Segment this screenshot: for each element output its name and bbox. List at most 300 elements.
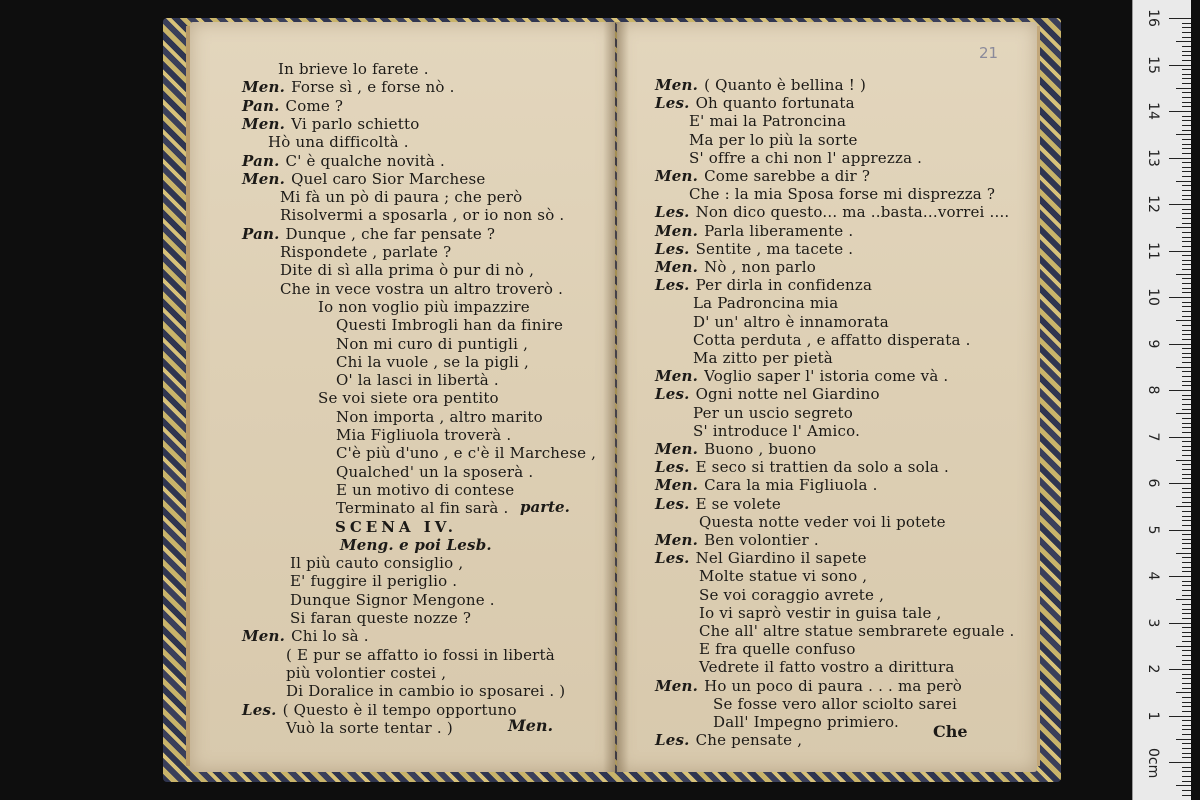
verse-text: E' mai la Patroncina xyxy=(689,112,847,131)
ruler-tick xyxy=(1169,204,1191,205)
ruler-tick xyxy=(1182,139,1191,140)
right-text-line xyxy=(655,276,872,294)
ruler-tick xyxy=(1182,283,1191,284)
ruler-tick xyxy=(1169,437,1191,438)
ruler-tick xyxy=(1169,390,1191,391)
ruler-tick xyxy=(1182,51,1191,52)
verse-text: Io non voglio più impazzire xyxy=(318,297,530,316)
verse-text: ( Questo è il tempo opportuno xyxy=(282,700,517,719)
ruler-tick xyxy=(1182,316,1191,317)
ruler-tick xyxy=(1176,692,1191,693)
ruler-tick xyxy=(1182,469,1191,470)
left-text-line xyxy=(290,591,495,609)
verse-text: ( Quanto è bellina ! ) xyxy=(704,76,867,94)
ruler-tick xyxy=(1182,339,1191,340)
left-text-line xyxy=(286,664,446,682)
ruler-tick xyxy=(1182,385,1191,386)
ruler-tick xyxy=(1182,474,1191,475)
speaker-abbreviation: Men. xyxy=(242,78,286,97)
ruler-tick xyxy=(1182,190,1191,191)
verse-text: Vuò la sorte tentar . ) xyxy=(286,718,453,737)
verse-text: Ogni notte nel Giardino xyxy=(695,385,880,404)
right-text-line xyxy=(693,313,889,331)
ruler-tick xyxy=(1182,427,1191,428)
ruler-label: 11 xyxy=(1145,241,1161,260)
ruler-tick xyxy=(1182,306,1191,307)
ruler-label: 1 xyxy=(1145,711,1161,720)
verse-text: Come ? xyxy=(285,96,344,115)
verse-text: Io vi saprò vestir in guisa tale , xyxy=(699,603,942,622)
ruler-tick xyxy=(1176,134,1191,135)
ruler-tick xyxy=(1182,650,1191,651)
ruler-tick xyxy=(1182,83,1191,84)
right-text-line xyxy=(655,495,781,513)
ruler-tick xyxy=(1176,646,1191,647)
ruler-tick xyxy=(1182,688,1191,689)
ruler-tick xyxy=(1182,441,1191,442)
ruler-tick xyxy=(1176,506,1191,507)
ruler-tick xyxy=(1176,41,1191,42)
ruler-tick xyxy=(1182,743,1191,744)
ruler-label: 7 xyxy=(1145,432,1161,441)
ruler-tick xyxy=(1182,74,1191,75)
verse-text: Nel Giardino il sapete xyxy=(695,549,867,568)
ruler-tick xyxy=(1176,320,1191,321)
verse-text: Parla liberamente . xyxy=(704,221,854,240)
ruler-tick xyxy=(1169,576,1191,577)
verse-text: Per dirla in confidenza xyxy=(695,276,873,295)
ruler-tick xyxy=(1182,488,1191,489)
verse-text: SCENA IV. xyxy=(335,517,458,536)
left-page xyxy=(190,22,615,772)
ruler-label: 13 xyxy=(1145,148,1161,167)
verse-text: Terminato al fin sarà . xyxy=(336,499,509,518)
ruler-tick xyxy=(1182,571,1191,572)
verse-text: Se voi siete ora pentito xyxy=(318,389,499,408)
verse-text: Che all' altre statue sembrarete eguale . xyxy=(699,622,1015,640)
ruler-tick xyxy=(1182,69,1191,70)
ruler-tick xyxy=(1182,348,1191,349)
ruler-tick xyxy=(1182,278,1191,279)
speaker-abbreviation: Men. xyxy=(655,167,699,185)
right-text-line xyxy=(713,695,957,713)
ruler-tick xyxy=(1182,395,1191,396)
ruler-tick xyxy=(1182,255,1191,256)
ruler-tick xyxy=(1169,297,1191,298)
ruler-tick xyxy=(1182,376,1191,377)
ruler-tick xyxy=(1182,371,1191,372)
left-text-line xyxy=(242,170,485,188)
ruler-tick xyxy=(1182,585,1191,586)
speaker-abbreviation: Les. xyxy=(655,203,690,222)
ruler-tick xyxy=(1176,413,1191,414)
ruler-tick xyxy=(1182,148,1191,149)
speaker-abbreviation: Men. xyxy=(655,367,699,386)
ruler-tick xyxy=(1182,543,1191,544)
verse-text: Risolvermi a sposarla , or io non sò . xyxy=(280,206,565,225)
ruler-tick xyxy=(1182,790,1191,791)
left-text-line xyxy=(336,481,514,499)
right-text-line xyxy=(693,404,853,422)
ruler-tick xyxy=(1176,599,1191,600)
right-text-line xyxy=(699,640,856,658)
ruler-tick xyxy=(1176,227,1191,228)
verse-text: Non importa , altro marito xyxy=(336,407,543,426)
ruler-tick xyxy=(1182,464,1191,465)
left-text-line xyxy=(242,225,495,243)
verse-text: E un motivo di contese xyxy=(336,480,515,499)
verse-text: Si faran queste nozze ? xyxy=(290,609,472,627)
ruler-tick xyxy=(1182,771,1191,772)
ruler-tick xyxy=(1182,795,1191,796)
ruler-tick xyxy=(1182,292,1191,293)
speaker-abbreviation: Men. xyxy=(655,676,699,695)
left-text-line xyxy=(280,261,534,279)
verse-text: E seco si trattien da solo a sola . xyxy=(695,458,949,477)
verse-text: Ma per lo più la sorte xyxy=(689,130,858,149)
ruler-tick xyxy=(1182,120,1191,121)
ruler-label: 9 xyxy=(1145,339,1161,348)
verse-text: E se volete xyxy=(695,494,781,513)
speaker-abbreviation: Les. xyxy=(655,94,690,113)
ruler-tick xyxy=(1182,446,1191,447)
right-text-line xyxy=(689,185,995,203)
ruler-tick xyxy=(1182,720,1191,721)
ruler-tick xyxy=(1182,311,1191,312)
verse-text: Non mi curo di puntigli , xyxy=(336,334,529,353)
ruler-tick xyxy=(1182,492,1191,493)
ruler-label: 3 xyxy=(1145,618,1161,627)
stage-direction-exit: parte. xyxy=(520,498,570,516)
right-text-line xyxy=(655,385,880,403)
left-text-line xyxy=(280,243,451,261)
ruler-label: 16 xyxy=(1145,9,1161,27)
ruler-tick xyxy=(1182,609,1191,610)
ruler-tick xyxy=(1182,678,1191,679)
ruler-tick xyxy=(1182,590,1191,591)
left-text-line xyxy=(268,133,409,151)
verse-text: Il più cauto consiglio , xyxy=(290,554,464,573)
ruler-tick xyxy=(1182,729,1191,730)
verse-text: Dall' Impegno primiero. xyxy=(713,713,899,731)
ruler-tick xyxy=(1182,353,1191,354)
speaker-abbreviation: Les. xyxy=(655,239,690,258)
ruler-tick xyxy=(1182,46,1191,47)
page-number: 21 xyxy=(979,44,999,62)
ruler-tick xyxy=(1182,674,1191,675)
verse-text: Sentite , ma tacete . xyxy=(695,239,854,258)
ruler-tick xyxy=(1182,106,1191,107)
ruler-tick xyxy=(1182,241,1191,242)
right-text-line xyxy=(655,367,948,385)
ruler-tick xyxy=(1182,264,1191,265)
ruler-tick xyxy=(1182,78,1191,79)
ruler-tick xyxy=(1182,725,1191,726)
speaker-abbreviation: Men. xyxy=(242,627,286,646)
verse-text: Vi parlo schietto xyxy=(291,114,420,133)
right-text-line xyxy=(693,331,971,349)
speaker-abbreviation: Men. xyxy=(655,221,699,240)
ruler-tick xyxy=(1182,776,1191,777)
ruler-tick xyxy=(1182,511,1191,512)
left-text-line xyxy=(336,353,529,371)
ruler-tick xyxy=(1182,125,1191,126)
ruler-tick xyxy=(1182,418,1191,419)
ruler-tick xyxy=(1182,92,1191,93)
verse-text: Buono , buono xyxy=(704,440,817,458)
ruler-tick xyxy=(1182,399,1191,400)
ruler-tick xyxy=(1182,706,1191,707)
ruler-tick xyxy=(1182,502,1191,503)
right-text-line xyxy=(655,549,867,567)
ruler-tick xyxy=(1182,116,1191,117)
ruler-tick xyxy=(1169,762,1191,763)
ruler-tick xyxy=(1169,344,1191,345)
right-text-line xyxy=(699,567,867,585)
ruler-tick xyxy=(1182,734,1191,735)
ruler-tick xyxy=(1182,232,1191,233)
verse-text: D' un' altro è innamorata xyxy=(693,312,889,331)
speaker-abbreviation: Pan. xyxy=(242,151,280,170)
speaker-abbreviation: Les. xyxy=(655,276,690,295)
ruler-tick xyxy=(1182,27,1191,28)
ruler-tick xyxy=(1169,716,1191,717)
right-page xyxy=(617,22,1037,772)
left-text-line xyxy=(242,627,369,645)
left-text-line xyxy=(336,316,563,334)
left-text-line xyxy=(280,280,563,298)
right-text-line xyxy=(699,586,884,604)
ruler-tick xyxy=(1176,367,1191,368)
ruler-tick xyxy=(1182,767,1191,768)
ruler-tick xyxy=(1169,623,1191,624)
ruler-tick xyxy=(1182,641,1191,642)
ruler-tick xyxy=(1182,176,1191,177)
ruler-tick xyxy=(1182,404,1191,405)
ruler-tick xyxy=(1182,362,1191,363)
verse-text: S' offre a chi non l' apprezza . xyxy=(689,148,923,167)
right-text-line xyxy=(689,131,858,149)
verse-text: più volontier costei , xyxy=(286,663,447,682)
measurement-ruler xyxy=(1132,0,1191,800)
ruler-tick xyxy=(1182,223,1191,224)
ruler-tick xyxy=(1176,785,1191,786)
verse-text: Se voi coraggio avrete , xyxy=(699,585,885,604)
ruler-tick xyxy=(1182,618,1191,619)
verse-text: Questa notte veder voi li potete xyxy=(699,512,946,531)
ruler-label: 10 xyxy=(1145,288,1161,306)
speaker-abbreviation: Men. xyxy=(655,476,699,495)
ruler-tick xyxy=(1182,237,1191,238)
verse-text: Quel caro Sior Marchese xyxy=(291,169,486,188)
speaker-abbreviation: Pan. xyxy=(242,96,280,115)
ruler-tick xyxy=(1169,251,1191,252)
right-text-line xyxy=(655,222,853,240)
ruler-tick xyxy=(1176,739,1191,740)
right-text-line xyxy=(655,240,853,258)
ruler-tick xyxy=(1182,209,1191,210)
ruler-tick xyxy=(1169,65,1191,66)
ruler-tick xyxy=(1182,218,1191,219)
left-text-line xyxy=(340,536,492,554)
ruler-label: 4 xyxy=(1145,571,1161,581)
ruler-tick xyxy=(1182,632,1191,633)
verse-text: Qualched' un la sposerà . xyxy=(336,462,534,481)
ruler-tick xyxy=(1182,627,1191,628)
verse-text: Mia Figliuola troverà . xyxy=(336,426,512,444)
ruler-tick xyxy=(1182,246,1191,247)
ruler-tick xyxy=(1182,302,1191,303)
left-text-line xyxy=(336,444,596,462)
right-text-line xyxy=(655,531,819,549)
ruler-tick xyxy=(1176,460,1191,461)
right-text-line xyxy=(655,476,878,494)
ruler-tick xyxy=(1169,530,1191,531)
right-text-line xyxy=(655,76,866,94)
verse-text: Hò una difficoltà . xyxy=(268,133,409,152)
left-text-line xyxy=(242,152,445,170)
ruler-tick xyxy=(1182,520,1191,521)
ruler-tick xyxy=(1182,357,1191,358)
verse-text: S' introduce l' Amico. xyxy=(693,421,861,440)
verse-text: Forse sì , e forse nò . xyxy=(291,78,455,97)
right-text-line xyxy=(655,458,949,476)
ruler-label: 15 xyxy=(1145,55,1161,74)
ruler-tick xyxy=(1176,181,1191,182)
verse-text: Vedrete il fatto vostro a dirittura xyxy=(699,658,955,677)
ruler-tick xyxy=(1182,23,1191,24)
ruler-label: 12 xyxy=(1145,195,1161,213)
left-text-line xyxy=(286,682,565,700)
catchword: Men. xyxy=(508,716,554,735)
verse-text: Dunque Signor Mengone . xyxy=(290,590,495,609)
verse-text: C' è qualche novità . xyxy=(285,151,445,170)
ruler-tick xyxy=(1182,455,1191,456)
right-text-line xyxy=(655,94,855,112)
ruler-tick xyxy=(1182,604,1191,605)
ruler-tick xyxy=(1176,553,1191,554)
verse-text: Ma zitto per pietà xyxy=(693,349,833,367)
ruler-tick xyxy=(1182,525,1191,526)
ruler-tick xyxy=(1182,97,1191,98)
speaker-abbreviation: Les. xyxy=(655,458,690,477)
ruler-tick xyxy=(1182,534,1191,535)
right-text-line xyxy=(655,440,816,458)
speaker-abbreviation: Les. xyxy=(655,549,690,568)
right-text-line xyxy=(699,604,941,622)
left-text-line xyxy=(242,97,343,115)
ruler-tick xyxy=(1182,144,1191,145)
speaker-abbreviation: Les. xyxy=(655,385,690,404)
ruler-label: 8 xyxy=(1145,385,1161,395)
ruler-tick xyxy=(1182,423,1191,424)
ruler-tick xyxy=(1182,562,1191,563)
verse-text: Se fosse vero allor sciolto sarei xyxy=(713,694,958,713)
verse-text: Non dico questo... ma ..basta...vorrei .... xyxy=(695,203,1010,222)
ruler-tick xyxy=(1182,167,1191,168)
verse-text: Come sarebbe a dir ? xyxy=(704,167,871,185)
ruler-tick xyxy=(1182,450,1191,451)
ruler-tick xyxy=(1182,711,1191,712)
verse-text: Per un uscio segreto xyxy=(693,403,853,422)
ruler-label: 0cm xyxy=(1145,748,1161,779)
left-text-line xyxy=(336,408,543,426)
ruler-tick xyxy=(1182,269,1191,270)
verse-text: E fra quelle confuso xyxy=(699,640,856,659)
ruler-tick xyxy=(1182,102,1191,103)
left-text-line xyxy=(336,426,511,444)
ruler-tick xyxy=(1182,548,1191,549)
ruler-tick xyxy=(1182,381,1191,382)
book-gutter xyxy=(603,22,629,772)
right-text-line xyxy=(689,112,846,130)
verse-text: Mi fà un pò di paura ; che però xyxy=(280,188,523,207)
ruler-tick xyxy=(1182,153,1191,154)
right-text-line xyxy=(699,513,946,531)
ruler-tick xyxy=(1169,111,1191,112)
ruler-tick xyxy=(1182,330,1191,331)
ruler-tick xyxy=(1182,595,1191,596)
ruler-tick xyxy=(1182,325,1191,326)
verse-text: Che pensate , xyxy=(695,731,803,750)
right-text-line xyxy=(655,677,962,695)
verse-text: Dunque , che far pensate ? xyxy=(285,224,496,243)
verse-text: Nò , non parlo xyxy=(704,258,817,276)
ruler-tick xyxy=(1182,753,1191,754)
ruler-tick xyxy=(1182,213,1191,214)
left-text-line xyxy=(318,298,530,316)
verse-text: Voglio saper l' istoria come và . xyxy=(704,367,949,386)
ruler-tick xyxy=(1169,669,1191,670)
verse-text: Questi Imbrogli han da finire xyxy=(336,316,564,335)
ruler-tick xyxy=(1182,478,1191,479)
left-text-line xyxy=(286,719,453,737)
right-text-line xyxy=(693,349,833,367)
ruler-tick xyxy=(1182,32,1191,33)
ruler-tick xyxy=(1169,18,1191,19)
left-text-line xyxy=(242,701,517,719)
verse-text: E' fuggire il periglio . xyxy=(290,572,458,591)
ruler-tick xyxy=(1182,497,1191,498)
verse-text: La Padroncina mia xyxy=(693,294,839,313)
left-text-line xyxy=(290,554,463,572)
ruler-tick xyxy=(1182,567,1191,568)
right-text-line xyxy=(655,731,802,749)
right-text-line xyxy=(713,713,899,731)
verse-text: Dite di sì alla prima ò pur di nò , xyxy=(280,261,535,280)
verse-text: Che in vece vostra un altro troverò . xyxy=(280,279,564,298)
speaker-abbreviation: Les. xyxy=(242,700,277,719)
right-text-line xyxy=(689,149,922,167)
ruler-label: 14 xyxy=(1145,102,1161,120)
speaker-abbreviation: Men. xyxy=(655,531,699,549)
ruler-tick xyxy=(1182,581,1191,582)
verse-text: In brieve lo farete . xyxy=(278,60,429,78)
left-text-line xyxy=(278,60,429,78)
left-text-line xyxy=(336,499,509,517)
verse-text: ( E pur se affatto io fossi in libertà xyxy=(286,645,555,664)
left-text-line xyxy=(242,78,455,96)
ruler-tick xyxy=(1176,274,1191,275)
verse-text: Di Doralice in cambio io sposarei . ) xyxy=(286,682,566,701)
verse-text: Ben volontier . xyxy=(704,531,819,549)
ruler-tick xyxy=(1182,557,1191,558)
left-text-line xyxy=(280,206,564,224)
ruler-tick xyxy=(1182,60,1191,61)
ruler-tick xyxy=(1182,334,1191,335)
ruler-tick xyxy=(1182,655,1191,656)
left-text-line xyxy=(336,463,533,481)
